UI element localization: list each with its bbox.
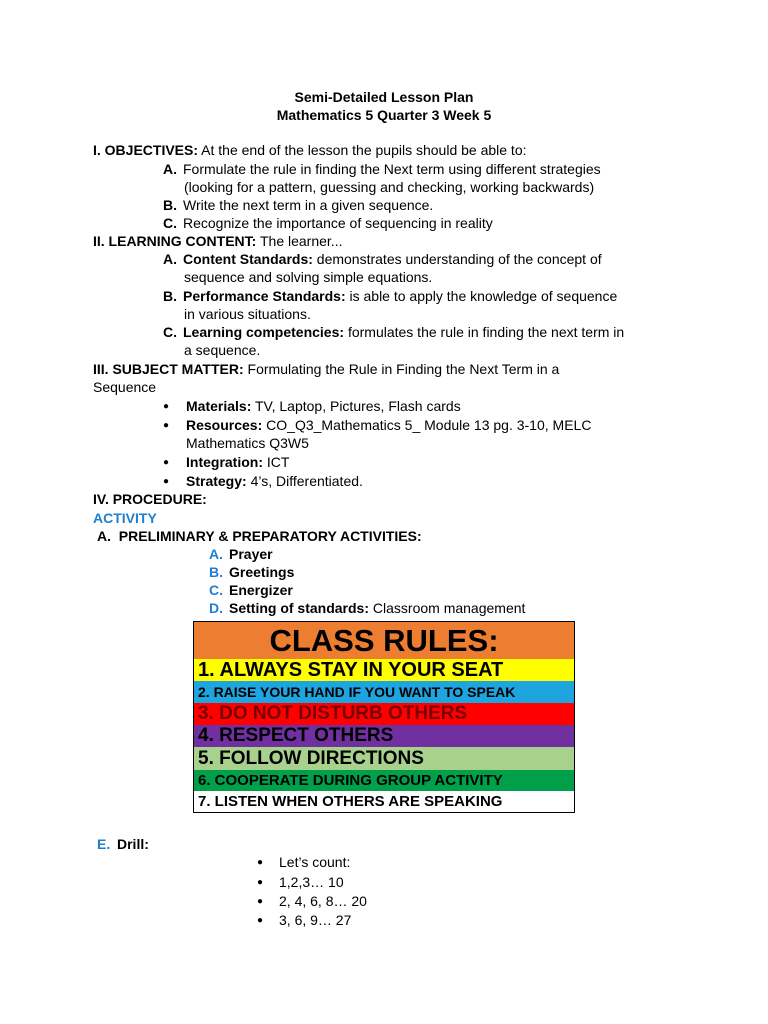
content-item-c: C. Learning competencies: formulates the rule in finding the next term in <box>163 324 625 340</box>
subject-text: Formulating the Rule in Finding the Next Term in a <box>247 361 560 377</box>
class-rule-2: 2. RAISE YOUR HAND IF YOU WANT TO SPEAK <box>194 681 574 703</box>
drill-bullet-2: 1,2,3… 10 <box>279 874 344 890</box>
content-item-a-cont: sequence and solving simple equations. <box>184 269 433 285</box>
class-rule-6: 6. COOPERATE DURING GROUP ACTIVITY <box>194 770 574 791</box>
subject-bullet-integration: Integration: ICT <box>186 454 290 470</box>
bullet-icon: ● <box>257 915 264 926</box>
subject-bullet-strategy: Strategy: 4’s, Differentiated. <box>186 473 363 489</box>
drill-bullet-1: Let’s count: <box>279 854 351 870</box>
class-rule-3: 3. DO NOT DISTURB OTHERS <box>194 703 574 725</box>
class-rule-1: 1. ALWAYS STAY IN YOUR SEAT <box>194 659 574 681</box>
procedure-item-standards: D. Setting of standards: Classroom management <box>209 600 526 616</box>
objective-item-c: C. Recognize the importance of sequencing in reality <box>163 215 493 231</box>
class-rules-title: CLASS RULES: <box>194 622 574 659</box>
bullet-icon: ● <box>163 476 170 487</box>
subject-heading-line <box>93 360 559 378</box>
content-intro: The learner... <box>259 233 343 249</box>
drill-bullet-4: 3, 6, 9… 27 <box>279 912 352 928</box>
content-heading: II. LEARNING CONTENT: <box>93 233 257 249</box>
bullet-icon: ● <box>163 401 170 412</box>
objective-item-a: A. Formulate the rule in finding the Next term using different strategies <box>163 161 601 177</box>
objectives-heading-line <box>93 141 527 159</box>
bullet-icon: ● <box>257 877 264 888</box>
subject-bullet-resources-cont: Mathematics Q3W5 <box>186 435 309 451</box>
preliminary-heading: A. PRELIMINARY & PREPARATORY ACTIVITIES: <box>97 528 422 544</box>
document-title: Semi-Detailed Lesson Plan <box>294 89 474 105</box>
subject-heading: III. SUBJECT MATTER: <box>93 361 244 377</box>
class-rules-poster <box>193 621 575 813</box>
objective-item-a-cont: (looking for a pattern, guessing and checking, working backwards) <box>184 179 595 195</box>
class-rule-7: 7. LISTEN WHEN OTHERS ARE SPEAKING <box>194 791 574 812</box>
class-rule-4: 4. RESPECT OTHERS <box>194 725 574 747</box>
procedure-heading: IV. PROCEDURE: <box>93 491 207 507</box>
procedure-item-prayer: A. Prayer <box>209 546 273 562</box>
bullet-icon: ● <box>163 420 170 431</box>
subject-bullet-resources: Resources: CO_Q3_Mathematics 5_ Module 13 pg. 3-10, MELC <box>186 417 592 433</box>
bullet-icon: ● <box>257 857 264 868</box>
objectives-intro: At the end of the lesson the pupils should be able to: <box>201 142 527 158</box>
document-subtitle: Mathematics 5 Quarter 3 Week 5 <box>276 107 492 123</box>
content-item-a: A. Content Standards: demonstrates understanding of the concept of <box>163 251 602 267</box>
content-item-b: B. Performance Standards: is able to apply the knowledge of sequence <box>163 288 618 304</box>
subject-bullet-materials: Materials: TV, Laptop, Pictures, Flash cards <box>186 398 461 414</box>
objective-item-b: B. Write the next term in a given sequence. <box>163 197 434 213</box>
content-item-c-cont: a sequence. <box>184 342 261 358</box>
objectives-heading: I. OBJECTIVES: <box>93 142 199 158</box>
bullet-icon: ● <box>257 896 264 907</box>
subject-text-cont: Sequence <box>93 379 157 395</box>
procedure-item-energizer: C. Energizer <box>209 582 293 598</box>
drill-heading: E. Drill: <box>97 836 149 852</box>
activity-label: ACTIVITY <box>93 510 157 526</box>
class-rule-5: 5. FOLLOW DIRECTIONS <box>194 747 574 770</box>
drill-bullet-3: 2, 4, 6, 8… 20 <box>279 893 367 909</box>
content-item-b-cont: in various situations. <box>184 306 311 322</box>
procedure-item-greetings: B. Greetings <box>209 564 295 580</box>
bullet-icon: ● <box>163 457 170 468</box>
content-heading-line <box>93 232 342 250</box>
